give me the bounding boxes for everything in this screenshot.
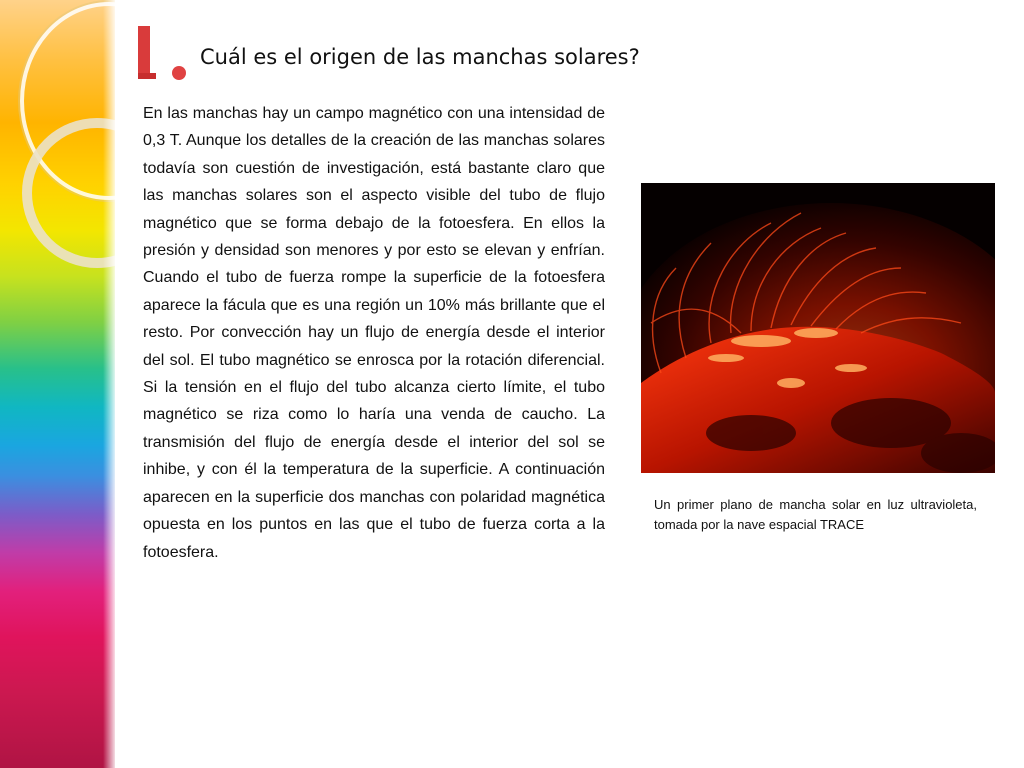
title-bar-mark-base — [138, 73, 156, 79]
title-bar-mark — [138, 26, 150, 78]
sunspot-ultraviolet-photo — [641, 183, 995, 473]
photo-caption: Un primer plano de mancha solar en luz ultravioleta, tomada por la nave espacial TRACE — [654, 497, 977, 532]
decorative-rainbow-sidebar — [0, 0, 115, 768]
title-dot-mark — [172, 66, 186, 80]
slide-body-text: En las manchas hay un campo magnético con una intensidad de 0,3 T. Aunque los detalles de la creación de las manchas solares todavía son cuestión de investigación, está bastante claro que las manchas solares son el aspecto visible del tubo de flujo magnético que se forma debajo de la fotoesfera. En ellos la presión y densidad son menores y por esto se elevan y enfrían. Cuando el tubo de fuerza rompe la superficie de la fotoesfera aparece la fácula que es una región un 10% más brillante que el resto. Por convección hay un flujo de energía desde el interior del sol. El tubo magnético se enrosca por la rotación diferencial. Si la tensión en el flujo del tubo alcanza cierto límite, el tubo magnético se riza como lo haría una venda de caucho. La transmisión del flujo de energía desde el interior del sol se inhibe, y con él la temperatura de la superficie. A continuación aparecen en la superficie dos manchas con polaridad magnética opuesta en los puntos en las que el tubo de fuerza corta a la fotoesfera. — [143, 105, 605, 561]
slide-title: Cuál es el origen de las manchas solares? — [200, 45, 640, 69]
